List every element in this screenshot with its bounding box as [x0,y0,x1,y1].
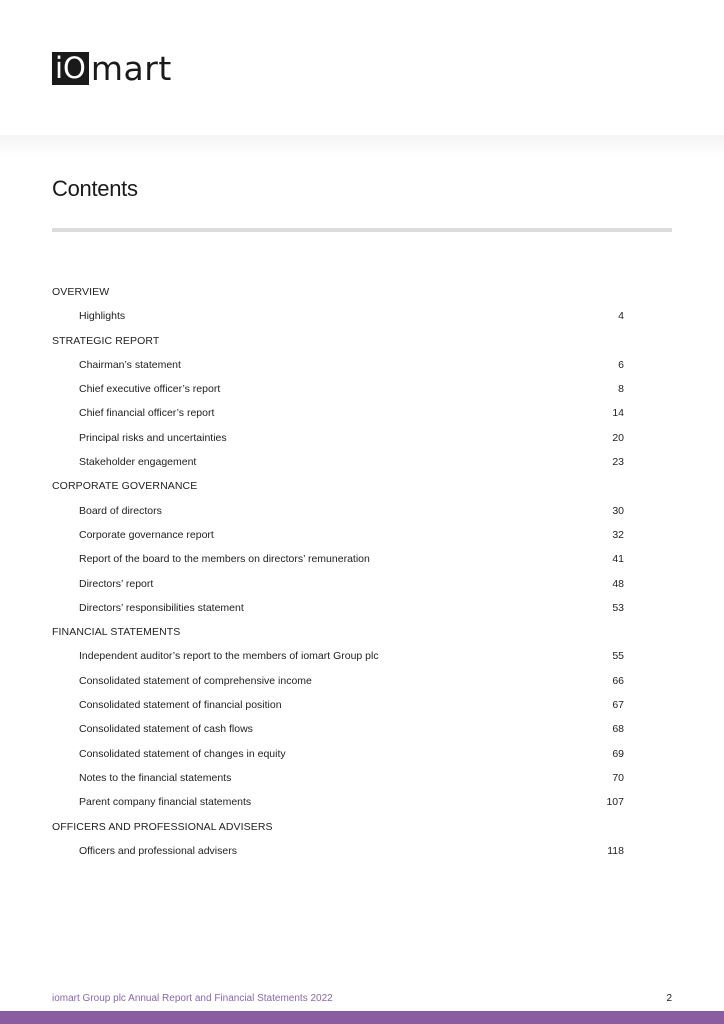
table-of-contents [52,280,624,863]
toc-entry-page: 107 [606,796,624,809]
toc-entry[interactable] [52,547,624,571]
footer-accent-bar [0,1011,724,1024]
toc-entry[interactable] [52,426,624,450]
toc-entry[interactable] [52,304,624,328]
toc-section-heading: OVERVIEW [52,286,110,298]
toc-entry[interactable] [52,742,624,766]
toc-entry[interactable] [52,644,624,668]
toc-entry-page: 8 [618,383,624,396]
toc-entry[interactable] [52,523,624,547]
toc-entry-page: 32 [612,528,624,541]
toc-section-heading: OFFICERS AND PROFESSIONAL ADVISERS [52,820,273,833]
toc-entry[interactable] [52,717,624,741]
toc-entry-page: 23 [612,456,624,469]
toc-entry[interactable] [52,766,624,790]
toc-entry[interactable] [52,669,624,693]
toc-entry-label: Highlights [79,310,126,323]
toc-entry-label: Chief financial officer’s report [79,407,215,420]
toc-entry-label: Independent auditor’s report to the members of iomart Group plc [79,650,379,663]
toc-entry-label: Notes to the financial statements [79,771,232,784]
toc-entry-label: Officers and professional advisers [79,844,237,857]
toc-entry-label: Parent company financial statements [79,796,252,809]
toc-entry-label: Chief executive officer’s report [79,383,221,396]
toc-entry-label: Stakeholder engagement [79,456,197,469]
toc-entry-label: Directors’ responsibilities statement [79,601,244,614]
toc-entry-page: 6 [618,358,624,371]
toc-entry[interactable] [52,839,624,863]
toc-entry-page: 30 [612,504,624,517]
toc-entry[interactable] [52,499,624,523]
toc-entry[interactable] [52,596,624,620]
toc-section-heading: STRATEGIC REPORT [52,334,160,347]
toc-entry-page: 20 [612,431,624,444]
toc-entry-label: Consolidated statement of financial position [79,699,282,712]
toc-entry[interactable] [52,693,624,717]
toc-entry-page: 66 [612,674,624,687]
toc-section-heading: CORPORATE GOVERNANCE [52,480,198,493]
page-title: Contents [52,176,138,201]
toc-entry[interactable] [52,353,624,377]
toc-entry-page: 4 [618,310,624,323]
toc-entry[interactable] [52,401,624,425]
toc-entry[interactable] [52,377,624,401]
toc-entry-label: Directors’ report [79,577,154,590]
toc-entry-page: 68 [612,723,624,736]
toc-entry-page: 55 [612,650,624,663]
title-divider [52,228,672,232]
toc-entry[interactable] [52,572,624,596]
toc-entry-page: 41 [612,553,624,566]
toc-entry-label: Consolidated statement of changes in equity [79,747,286,760]
toc-entry-page: 67 [612,699,624,712]
toc-entry[interactable] [52,790,624,814]
page-header [0,0,724,135]
footer-report-title: iomart Group plc Annual Report and Financial Statements 2022 [52,993,333,1004]
toc-section-heading: FINANCIAL STATEMENTS [52,626,181,639]
footer-page-number: 2 [666,993,672,1004]
toc-entry-label: Consolidated statement of cash flows [79,723,253,736]
toc-entry-label: Board of directors [79,504,162,517]
toc-entry-label: Principal risks and uncertainties [79,431,227,444]
logo-wordmark: mart [90,48,172,88]
header-shadow [0,135,724,157]
toc-entry-page: 118 [607,844,624,857]
toc-entry[interactable] [52,450,624,474]
toc-entry-page: 69 [612,747,624,760]
toc-entry-page: 48 [612,577,624,590]
toc-entry-label: Consolidated statement of comprehensive income [79,674,312,687]
toc-entry-page: 53 [612,601,624,614]
toc-entry-label: Report of the board to the members on directors’ remuneration [79,553,370,566]
toc-entry-page: 70 [612,771,624,784]
logo-mark: iO [52,52,89,85]
toc-entry-label: Corporate governance report [79,528,214,541]
iomart-logo [52,50,172,86]
toc-entry-page: 14 [612,407,624,420]
toc-entry-label: Chairman’s statement [79,358,181,371]
